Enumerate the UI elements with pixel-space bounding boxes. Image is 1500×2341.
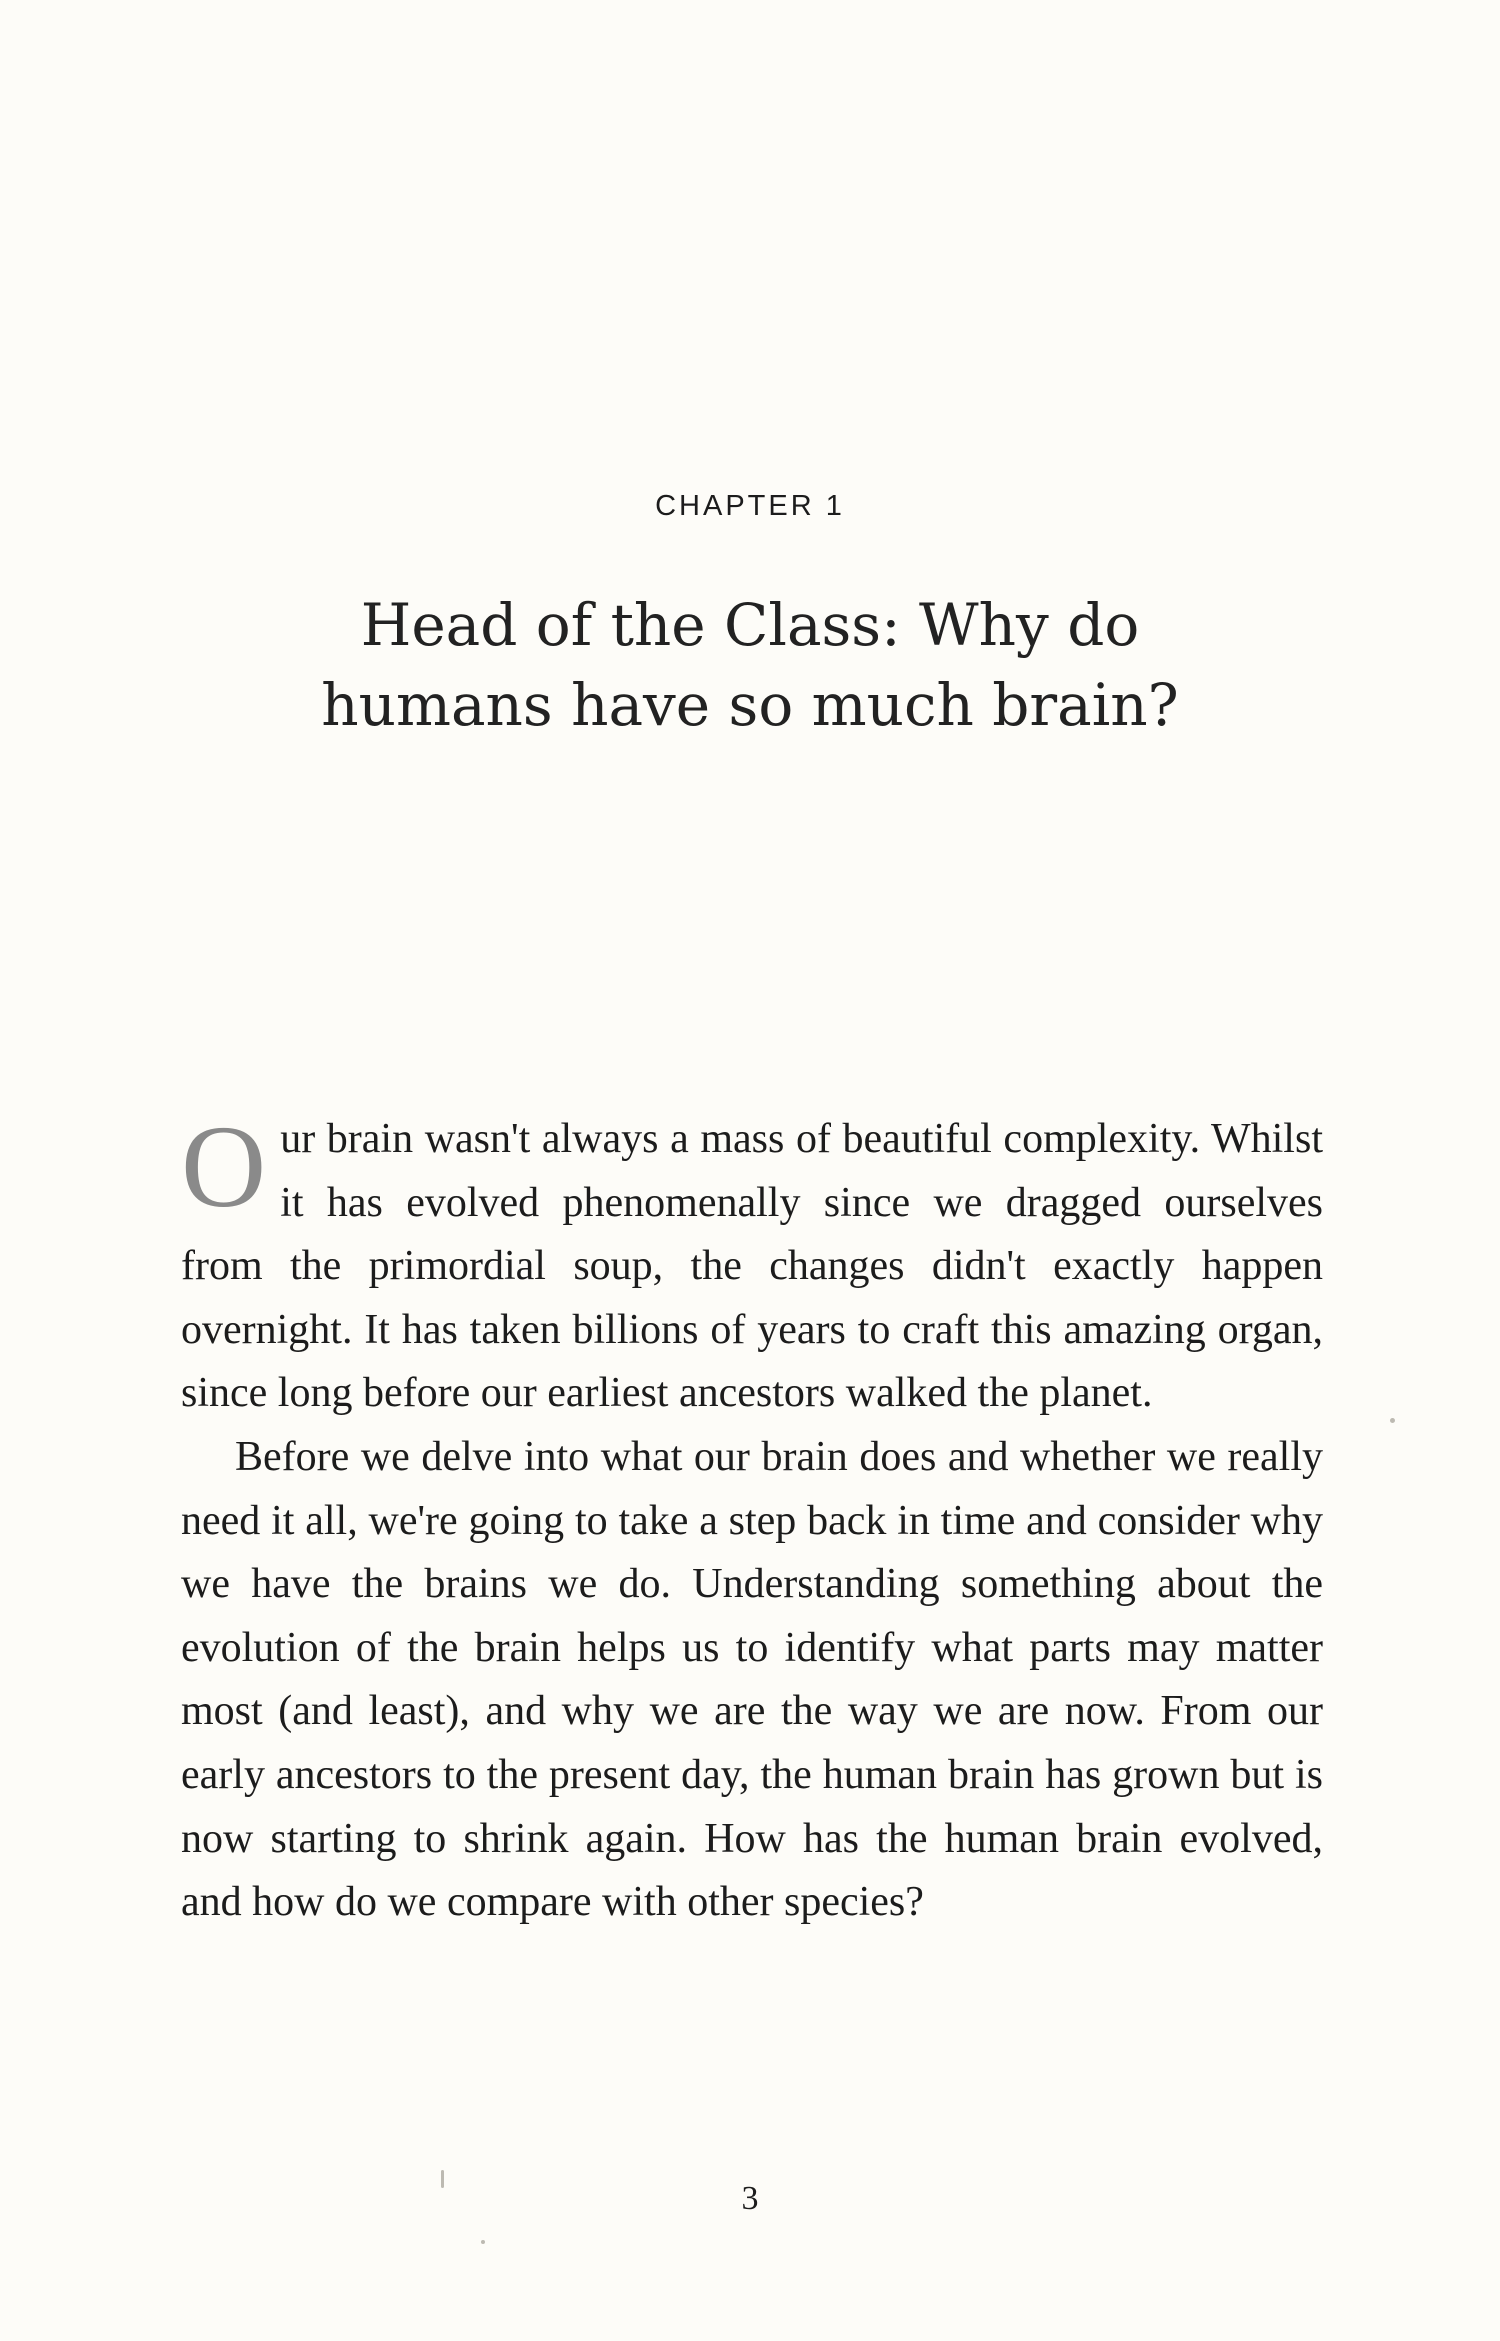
drop-cap: O: [181, 1101, 267, 1232]
page-number: 3: [741, 2180, 759, 2217]
paragraph-2: Before we delve into what our brain does and whether we really need it all, we're going to take a step back in time and consider why we have the brains we do. Understanding something about the evolution of the brain helps us to identify what parts may matter most (and least), and why we are the way we are now. From our early ancestors to the present day, the human brain has grown but is now starting to shrink again. How has the human brain evolved, and how do we compare with other species?: [181, 1433, 1323, 1926]
chapter-body: [181, 1101, 1323, 1935]
chapter-label: CHAPTER 1: [655, 490, 845, 522]
scan-speck: [481, 2240, 485, 2244]
chapter-title-line-1: Head of the Class: Why do: [360, 591, 1140, 659]
chapter-title-line-2: humans have so much brain?: [321, 671, 1179, 739]
chapter-title: [0, 585, 1500, 745]
paragraph-1-text: ur brain wasn't always a mass of beautiful complexity. Whilst it has evolved phenomenally since we dragged ourselves from the primordial soup, the changes didn't exactly happen overnight. It has taken billions of years to craft this amazing organ, since long before our earliest ancestors walked the planet.: [181, 1116, 1323, 1417]
scan-speck: [1390, 1418, 1395, 1423]
paragraph-1: [181, 1101, 1323, 1426]
scan-speck: [441, 2170, 444, 2188]
